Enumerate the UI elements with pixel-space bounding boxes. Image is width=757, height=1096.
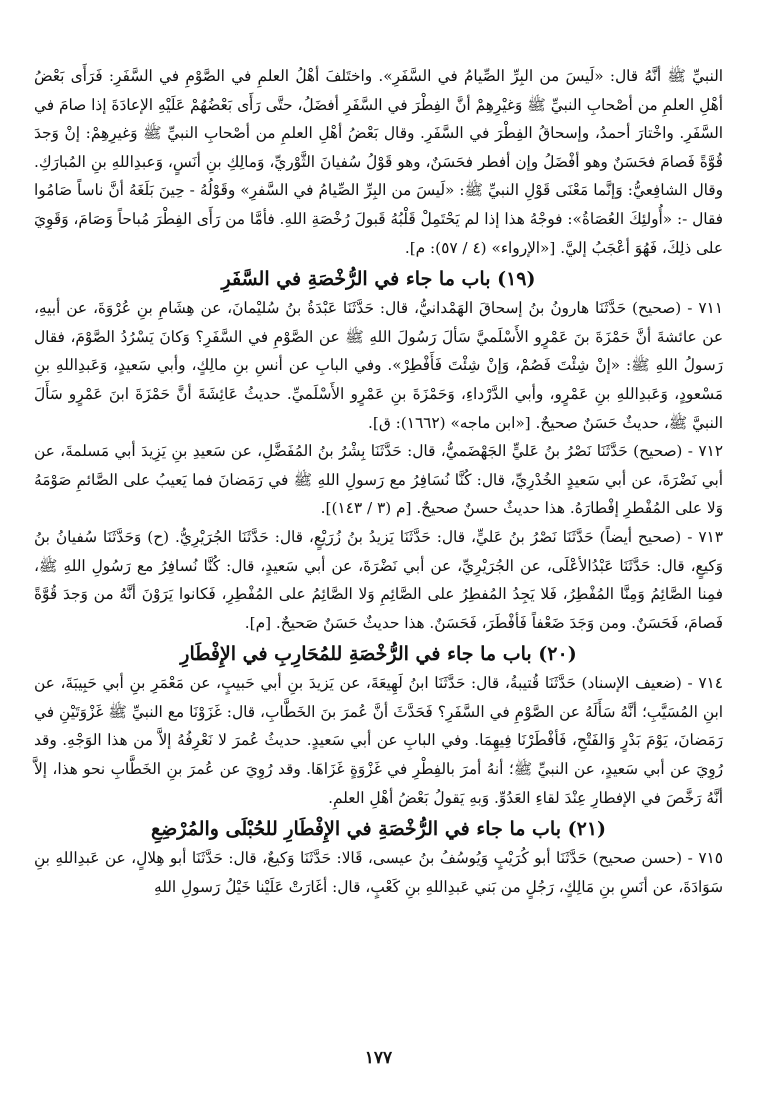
hadith-715: ٧١٥ - (حسن صحيح) حَدَّثَنَا أبو كُرَيْبٍ وَيُوسُفُ بنُ عيسى، قَالا: حَدَّثَنَا وَكيعٌ، قال: حَدَّثَنَا أبو هِلالٍ، عن عَبدِاللهِ بنِ سَوَادَةَ، عن أنَسِ بنِ مَالِكٍ، رَجُلٍ من بَني عَبدِاللهِ بنِ كَعْبٍ، قال: أغَارَتْ عَلَيْنا خَيْلُ رَسولِ اللهِ bbox=[34, 849, 723, 896]
chapter-heading-21: (٢١) باب ما جاء في الرُّخْصَةِ في الإِفْطَارِ للحُبْلَى والمُرْضِعِ bbox=[150, 818, 607, 841]
page-number: ١٧٧ bbox=[364, 1048, 393, 1068]
page-body bbox=[34, 62, 723, 901]
chapter-heading-19: (١٩) باب ما جاء في الرُّخْصَةِ في السَّفَرِ bbox=[221, 268, 536, 291]
chapter-heading-20: (٢٠) باب ما جاء في الرُّخْصَةِ للمُحَارِبِ في الإِفْطَارِ bbox=[180, 643, 577, 666]
paragraph-continuation: النبيِّ ﷺ أنَّهُ قال: «لَيسَ من البِرِّ الصِّيامُ في السَّفَرِ». واختَلفَ أهْلُ العلمِ في الصَّوْمِ في السَّفَرِ: فَرَأَى بَعْضُ أهْلِ العلمِ من أصْحابِ النبيِّ ﷺ وَغيْرِهِمْ أنَّ الفِطْرَ في السَّفَرِ أفضَلُ، حتَّى رَأَى بَعْضُهُمْ عَلَيْهِ الإعادَةَ إذا صامَ في السَّفَرِ. واخْتارَ أحمدُ، وإسحاقُ الفِطْرَ في السَّفَرِ. وقال بَعْضُ أهْلِ العلمِ من أصْحابِ النبيِّ ﷺ وَغيرِهِمْ: إنْ وَجدَ قُوَّةً فَصامَ فحَسَنٌ وهو أفْضَلُ وإن أفطر فحَسَنٌ، وهو قَوْلُ سُفيانَ الثَّوْريِّ، وَمالِكِ بنِ أنَسٍ، وَعبدِاللهِ بنِ المُبارَكِ. وقال الشافِعيُّ: وَإنَّما مَعْنَى قَوْلِ النبيِّ ﷺ: «لَيسَ من البِرِّ الصِّيامُ في السَّفرِ» وقَوْلُهُ - حِينَ بَلَغَهُ أنَّ ناساً صَامُوا فقال -: «أُولئِكَ العُصَاةُ»: فوجْهُ هذا إذا لم يَحْتَمِلْ قَلْبُهُ قَبولَ رُخْصَةِ اللهِ. فأمَّا من رَأَى الفِطْرَ مُباحاً وَصَامَ، وَقَوِيَ على ذلِكَ، فَهُوَ أعْجَبُ إليَّ. [«الإرواء» (٤ / ٥٧): م]. bbox=[34, 67, 723, 257]
hadith-714: ٧١٤ - (ضعيف الإسناد) حَدَّثَنَا قُتيبةُ، قال: حَدَّثَنَا ابنُ لَهِيعَةَ، عن يَزيدَ بنِ أبي حَبيبٍ، عن مَعْمَرِ بنِ أبي حَبِيبَةَ، عن ابنِ المُسَيَّبِ؛ أنَّهُ سَأَلَهُ عن الصَّوْمِ في السَّفَرِ؟ فَحَدَّثَ أنَّ عُمرَ بنَ الخَطَّابِ، قال: غَزَوْنَا مع النبيِّ ﷺ غَزْوَتَيْنِ في رَمَضانَ، يَوْمَ بَدْرٍ وَالفَتْحِ، فَأفْطَرْنَا فِيهِمَا. وفي البابِ عن أبي سَعيدٍ. حديثُ عُمرَ لا نَعْرِفُهُ إلاَّ من هذا الوَجْهِ. وقد رُوِيَ عن أبي سَعيدٍ، عن النبيِّ ﷺ؛ أنهُ أمرَ بالفِطْرِ في غَزْوَةٍ غَزَاهَا. وقد رُوِيَ عن عُمرَ بنِ الخَطَّابِ نحو هذا، إلاَّ أنَّهُ رَخَّصَ في الإفطارِ عِنْدَ لقاءِ العَدُوِّ. وَبهِ يَقولُ بَعْضُ أهْلِ العلمِ. bbox=[34, 674, 723, 807]
hadith-711: ٧١١ - (صحيح) حَدَّثَنَا هارونُ بنُ إسحاقَ الهَمْدانيُّ، قال: حَدَّثَنَا عَبْدَةُ بنُ سُليْمانَ، عن هِشَامِ بنِ عُرْوَةَ، عن أبيهِ، عن عائشةَ أنَّ حَمْزَةَ بنَ عَمْرٍو الأَسْلَميَّ سَألَ رَسُولَ اللهِ ﷺ عن الصَّوْمِ في السَّفَرِ؟ وَكانَ يَسْرُدُ الصَّوْمَ، فقال رَسولُ اللهِ ﷺ: «إنْ شِئْتَ فَصُمْ، وَإنْ شِئْتَ فَأَفْطِرْ». وفي البابِ عن أنسِ بنِ مالِكٍ، وأبي سَعيدٍ، وَعَبدِاللهِ بنِ مَسْعودٍ، وَعَبدِاللهِ بنِ عَمْرٍو، وأبي الدَّرْداءِ، وَحَمْزَةَ بنِ عَمْرٍو الأَسْلَميِّ. حديثُ عَائِشَةَ أنَّ حَمْزَةَ ابنَ عَمْرٍو سَأَلَ النبيَّ ﷺ، حديثٌ حَسَنٌ صحيحٌ. [«ابن ماجه» (١٦٦٢): ق]. bbox=[34, 299, 723, 432]
hadith-713: ٧١٣ - (صحيح أيضاً) حَدَّثَنَا نَصْرُ بنُ عَليٍّ، قال: حَدَّثَنَا يَزيدُ بنُ زُرَيْعٍ، قال: حَدَّثَنَا الجُرَيْرِيُّ. (ح) وَحَدَّثَنَا سُفيانُ بنُ وَكيعٍ، قال: حَدَّثَنَا عَبْدُالأعْلَى، عن الجُرَيْرِيِّ، عن أبي نَضْرَةَ، عن أبي سَعيدٍ، قال: كُنَّا نُسافِرُ مع رَسُولِ اللهِ ﷺ، فمِنا الصَّائِمُ وَمِنَّا المُفْطِرُ، فَلا يَجِدُ المُفطِرُ على الصَّائِمِ وَلا الصَّائِمُ على المُفْطِرِ، فَكانوا يَرَوْنَ أنَّهُ من وَجدَ قُوَّةً فَصامَ، فَحَسَنٌ. ومن وَجَدَ ضَعْفاً فَأفْطَرَ، فَحَسَنٌ. هذا حديثٌ حَسَنٌ صَحيحٌ. [م]. bbox=[34, 527, 723, 632]
hadith-712: ٧١٢ - (صحيح) حَدَّثَنَا نَصْرُ بنُ عَليٍّ الجَهْضَميُّ، قال: حَدَّثَنَا بِشْرُ بنُ المُفَضَّلِ، عن سَعيدِ بنِ يَزِيدَ أبي مَسلمةَ، عن أبي نَضْرَةَ، عن أبي سَعيدٍ الخُدْرِيِّ، قال: كُنَّا نُسَافِرُ مع رَسولِ اللهِ ﷺ في رَمَضانَ فما يَعيبُ على الصَّائمِ صَوْمَهُ وَلا على المُفْطرِ إفْطارَهُ. هذا حديثٌ حسنٌ صحيحٌ. [م (٣ / ١٤٣)]. bbox=[34, 442, 723, 518]
